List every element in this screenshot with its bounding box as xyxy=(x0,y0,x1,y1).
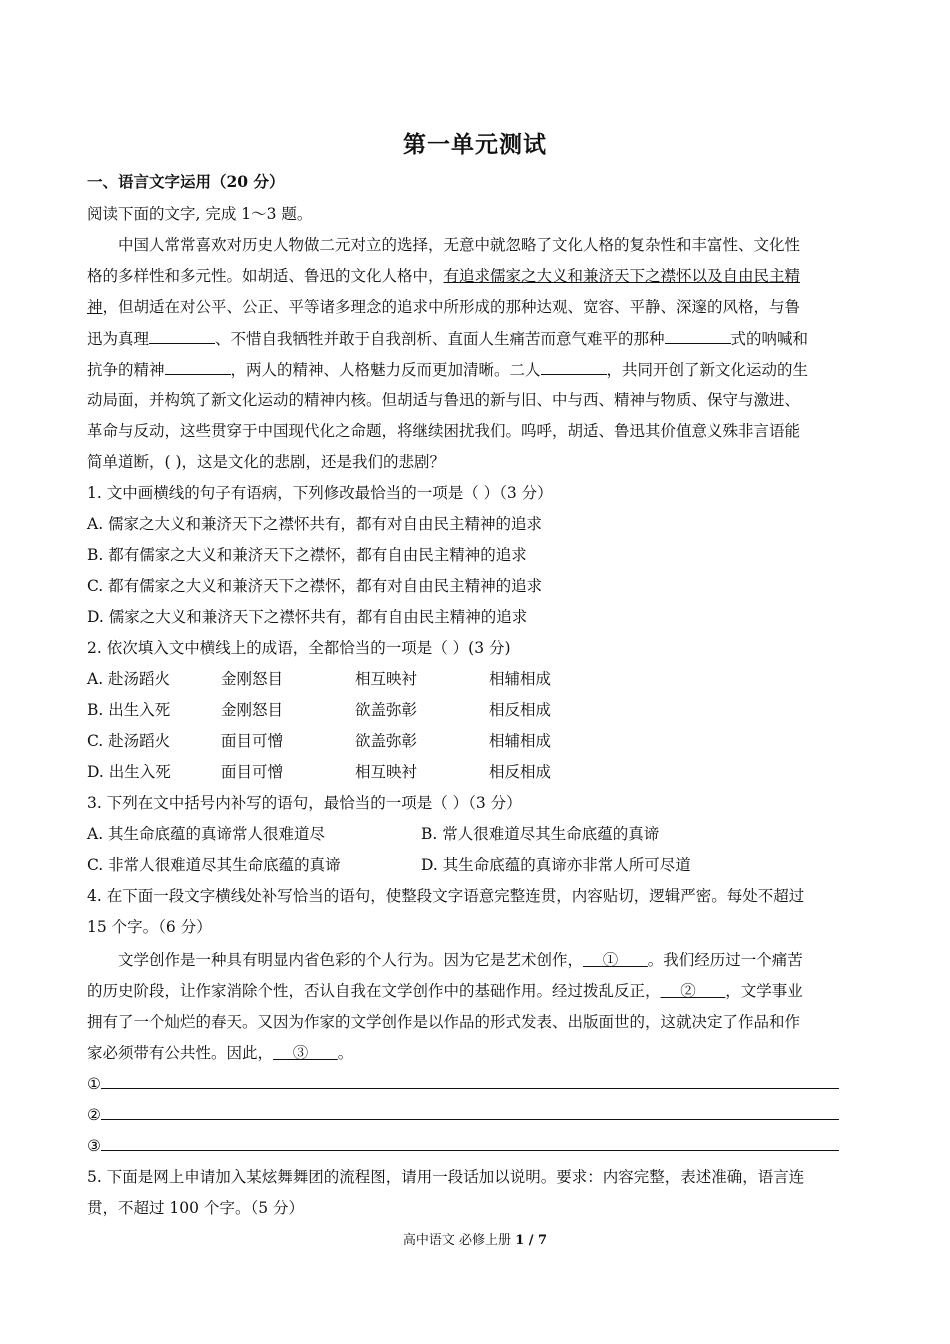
q2-option-d-word: 相互映衬 xyxy=(355,763,418,781)
q4-passage-line: 拥有了一个灿烂的春天。又因为作家的文学创作是以作品的形式发表、出版面世的，这就决定了作品和作 xyxy=(87,1013,801,1031)
blank-marker-1[interactable]: ① xyxy=(583,951,648,969)
q2-option-a-word: 金刚怒目 xyxy=(221,670,284,688)
q3-option-a[interactable]: A. 其生命底蕴的真谛常人很难道尽 xyxy=(87,825,326,843)
answer-line-3[interactable]: ③ xyxy=(87,1136,839,1156)
question-5-stem: 贯，不超过 100 个字。（5 分） xyxy=(87,1199,304,1217)
q3-option-b[interactable]: B. 常人很难道尽其生命底蕴的真谛 xyxy=(421,825,660,843)
q2-option-a-word: 相辅相成 xyxy=(489,670,552,688)
passage-line: 迅为真理 、不惜自我牺牲并敢于自我剖析、直面人生痛苦而意气难平的那种 式的呐喊和 xyxy=(87,330,809,348)
passage-line: 动局面，并构筑了新文化运动的精神内核。但胡适与鲁迅的新与旧、中与西、精神与物质、保守与激进、 xyxy=(87,391,801,409)
q1-option-d[interactable]: D. 儒家之大义和兼济天下之襟怀共有，都有自由民主精神的追求 xyxy=(87,608,528,626)
q2-option-a-word: 相互映衬 xyxy=(355,670,418,688)
answer-line-1[interactable]: ① xyxy=(87,1074,839,1094)
q2-option-c-word: 面目可憎 xyxy=(221,732,284,750)
fill-blank[interactable] xyxy=(665,328,731,344)
q2-option-d-word: 面目可憎 xyxy=(221,763,284,781)
q2-option-b-word: 欲盖弥彰 xyxy=(355,701,418,719)
question-4-stem: 4. 在下面一段文字横线处补写恰当的语句，使整段文字语意完整连贯，内容贴切，逻辑严密。每处不超过 xyxy=(87,887,805,905)
question-4-stem: 15 个字。（6 分） xyxy=(87,918,212,936)
underlined-sentence: 神 xyxy=(87,298,103,316)
q2-option-c[interactable]: C. 赴汤蹈火 xyxy=(87,732,171,750)
passage-line: 简单道断，( )，这是文化的悲剧，还是我们的悲剧？ xyxy=(87,453,446,471)
q1-option-c[interactable]: C. 都有儒家之大义和兼济天下之襟怀，都有对自由民主精神的追求 xyxy=(87,577,543,595)
q3-option-c[interactable]: C. 非常人很难道尽其生命底蕴的真谛 xyxy=(87,856,341,874)
answer-line-2[interactable]: ② xyxy=(87,1105,839,1125)
page-title: 第一单元测试 xyxy=(403,131,547,158)
reading-instruction: 阅读下面的文字, 完成 1～3 题。 xyxy=(87,205,313,223)
q2-option-b-word: 相反相成 xyxy=(489,701,552,719)
q2-option-d[interactable]: D. 出生入死 xyxy=(87,763,171,781)
passage-line: 神，但胡适在对公平、公正、平等诸多理念的追求中所形成的那种达观、宽容、平静、深邃的风格，与鲁 xyxy=(87,298,801,316)
q4-passage-line: 的历史阶段，让作家消除个性，否认自我在文学创作中的基础作用。经过拨乱反正， ② ，文学事业 xyxy=(87,982,803,1000)
question-5-stem: 5. 下面是网上申请加入某炫舞舞团的流程图，请用一段话加以说明。要求：内容完整，表述准确，语言连 xyxy=(87,1168,805,1186)
q3-option-d[interactable]: D. 其生命底蕴的真谛亦非常人所可尽道 xyxy=(421,856,691,874)
underlined-sentence: 有追求儒家之大义和兼济天下之襟怀以及自由民主精 xyxy=(443,267,801,285)
passage-line: 格的多样性和多元性。如胡适、鲁迅的文化人格中，有追求儒家之大义和兼济天下之襟怀以及自由民主精 xyxy=(87,267,801,285)
section-heading: 一、语言文字运用（20 分） xyxy=(87,172,285,191)
passage-line: 中国人常常喜欢对历史人物做二元对立的选择，无意中就忽略了文化人格的复杂性和丰富性、文化性 xyxy=(118,236,801,254)
question-1-stem: 1. 文中画横线的句子有语病，下列修改最恰当的一项是（ ）（3 分） xyxy=(87,484,553,502)
blank-marker-3[interactable]: ③ xyxy=(273,1044,338,1062)
page-number: 1 / 7 xyxy=(515,1233,548,1248)
q4-passage-line: 文学创作是一种具有明显内省色彩的个人行为。因为它是艺术创作， ① 。我们经历过一个痛苦 xyxy=(118,951,803,969)
blank-marker-2[interactable]: ② xyxy=(660,982,726,1000)
passage-line: 抗争的精神 ，两人的精神、人格魅力反而更加清晰。二人 ，共同开创了新文化运动的生 xyxy=(87,361,809,379)
fill-blank[interactable] xyxy=(541,359,607,375)
fill-blank[interactable] xyxy=(149,328,215,344)
passage-line: 革命与反动，这些贯穿于中国现代化之命题，将继续困扰我们。呜呼，胡适、鲁迅其价值意义殊非言语能 xyxy=(87,422,801,440)
q2-option-b-word: 金刚怒目 xyxy=(221,701,284,719)
q2-option-c-word: 欲盖弥彰 xyxy=(355,732,418,750)
q2-option-c-word: 相辅相成 xyxy=(489,732,552,750)
q2-option-d-word: 相反相成 xyxy=(489,763,552,781)
q2-option-b[interactable]: B. 出生入死 xyxy=(87,701,171,719)
footer-text: 高中语文 必修上册 xyxy=(402,1233,516,1248)
fill-blank[interactable] xyxy=(165,359,231,375)
page-footer xyxy=(0,1229,950,1248)
question-2-stem: 2. 依次填入文中横线上的成语，全都恰当的一项是（ ）(3 分) xyxy=(87,639,511,657)
q1-option-b[interactable]: B. 都有儒家之大义和兼济天下之襟怀，都有自由民主精神的追求 xyxy=(87,546,527,564)
q1-option-a[interactable]: A. 儒家之大义和兼济天下之襟怀共有，都有对自由民主精神的追求 xyxy=(87,515,543,533)
q4-passage-line: 家必须带有公共性。因此， ③ 。 xyxy=(87,1044,354,1062)
q2-option-a[interactable]: A. 赴汤蹈火 xyxy=(87,670,171,688)
question-3-stem: 3. 下列在文中括号内补写的语句，最恰当的一项是（ ）（3 分） xyxy=(87,794,522,812)
